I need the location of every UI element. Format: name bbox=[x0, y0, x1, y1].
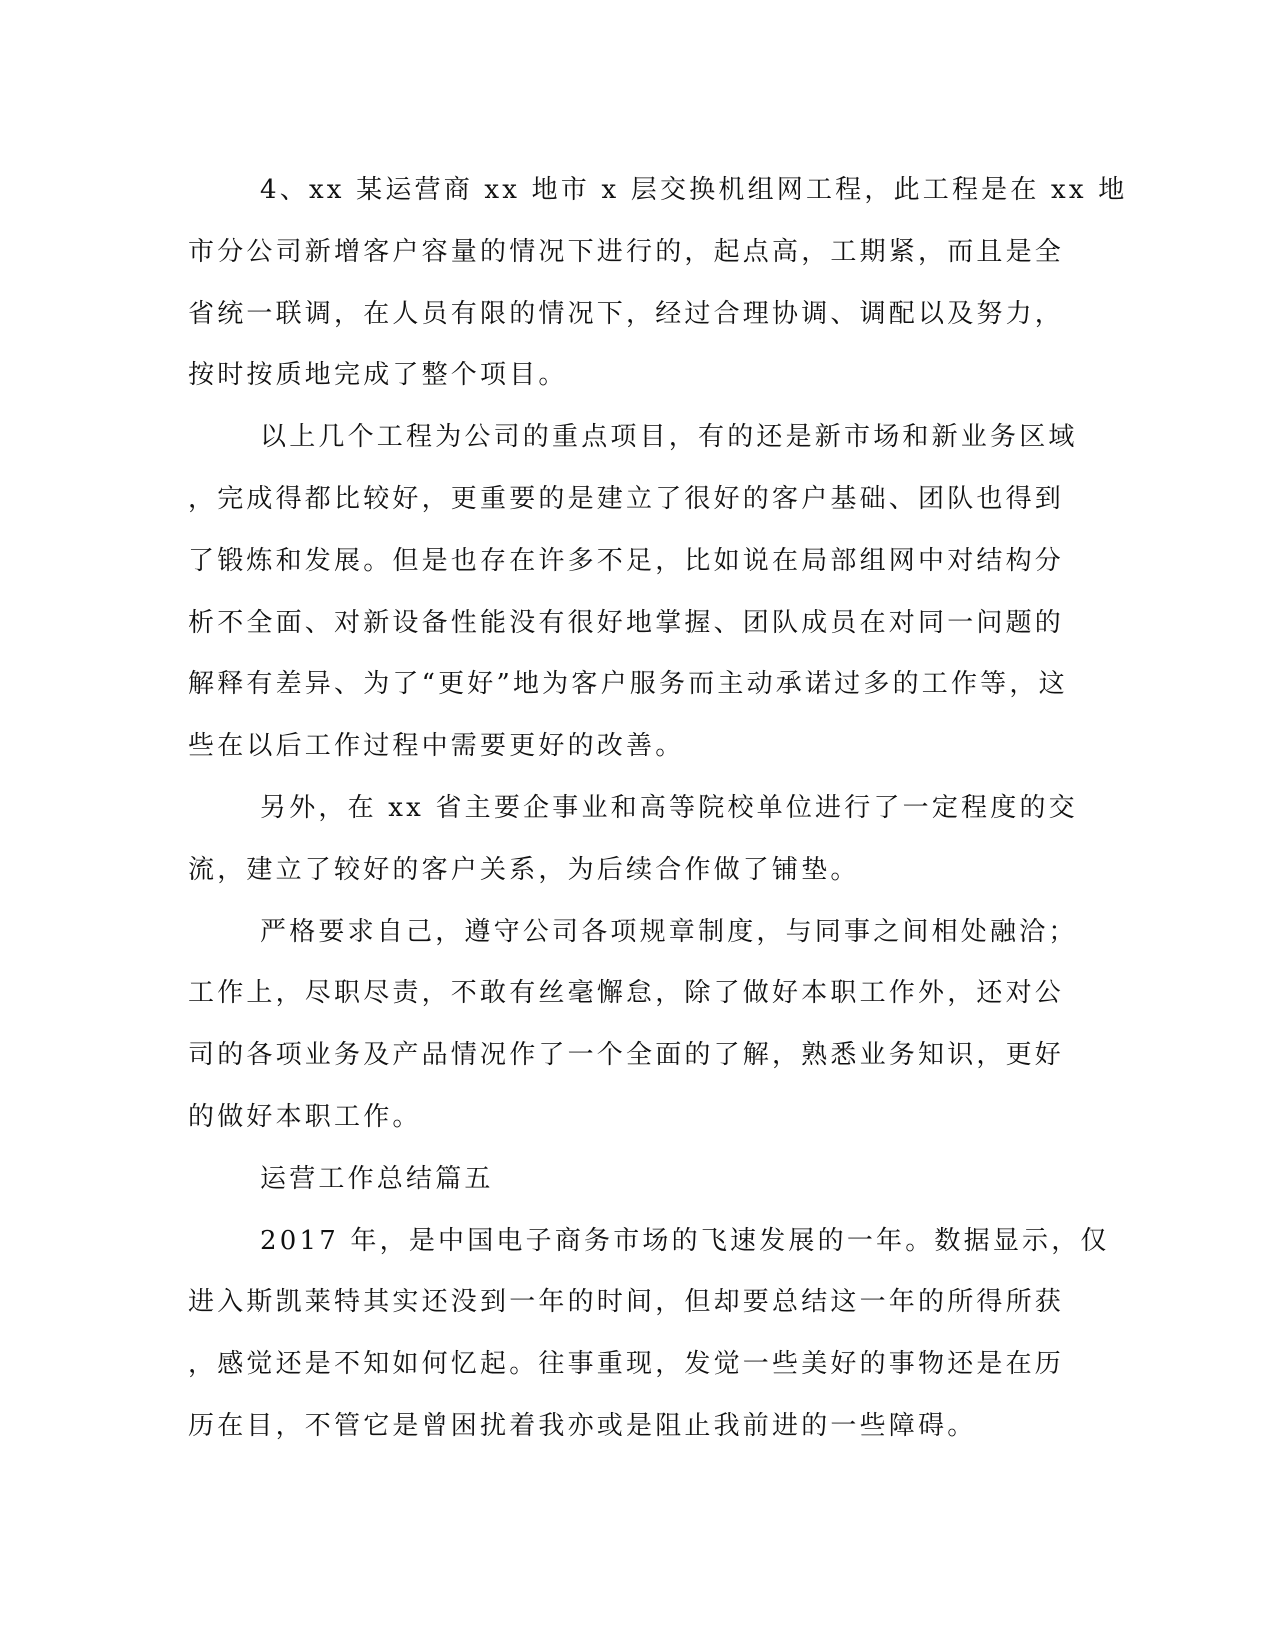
text-line: 司的各项业务及产品情况作了一个全面的了解，熟悉业务知识，更好 bbox=[188, 1040, 1065, 1071]
text-line: 析不全面、对新设备性能没有很好地掌握、团队成员在对同一问题的 bbox=[188, 607, 1065, 638]
text-line: 4、xx 某运营商 xx 地市 x 层交换机组网工程，此工程是在 xx 地 bbox=[260, 175, 1128, 205]
text-line: 了锻炼和发展。但是也存在许多不足，比如说在局部组网中对结构分 bbox=[188, 545, 1065, 576]
text-line: 严格要求自己，遵守公司各项规章制度，与同事之间相处融洽； bbox=[260, 916, 1078, 947]
text-line: 进入斯凯莱特其实还没到一年的时间，但却要总结这一年的所得所获 bbox=[188, 1287, 1065, 1318]
section-heading: 运营工作总结篇五 bbox=[260, 1163, 494, 1194]
text-line: 市分公司新增客户容量的情况下进行的，起点高，工期紧，而且是全 bbox=[188, 236, 1065, 267]
text-line: 省统一联调，在人员有限的情况下，经过合理协调、调配以及努力， bbox=[188, 298, 1065, 329]
text-line: 的做好本职工作。 bbox=[188, 1101, 422, 1132]
text-line: 以上几个工程为公司的重点项目，有的还是新市场和新业务区域 bbox=[260, 422, 1078, 453]
text-line: 按时按质地完成了整个项目。 bbox=[188, 360, 568, 391]
document-body bbox=[188, 160, 1128, 1458]
text-line: 解释有差异、为了“更好”地为客户服务而主动承诺过多的工作等，这 bbox=[188, 669, 1068, 700]
text-line: ，完成得都比较好，更重要的是建立了很好的客户基础、团队也得到 bbox=[188, 483, 1065, 514]
text-line: 历在目，不管它是曾困扰着我亦或是阻止我前进的一些障碍。 bbox=[188, 1410, 977, 1441]
text-line: 些在以后工作过程中需要更好的改善。 bbox=[188, 731, 685, 762]
text-line: 工作上，尽职尽责，不敢有丝毫懈怠，除了做好本职工作外，还对公 bbox=[188, 978, 1065, 1009]
text-line: 流，建立了较好的客户关系，为后续合作做了铺垫。 bbox=[188, 854, 860, 885]
text-line: ，感觉还是不知如何忆起。往事重现，发觉一些美好的事物还是在历 bbox=[188, 1349, 1065, 1380]
text-line: 2017 年，是中国电子商务市场的飞速发展的一年。数据显示，仅 bbox=[260, 1225, 1110, 1256]
text-line: 另外，在 xx 省主要企事业和高等院校单位进行了一定程度的交 bbox=[260, 792, 1078, 823]
